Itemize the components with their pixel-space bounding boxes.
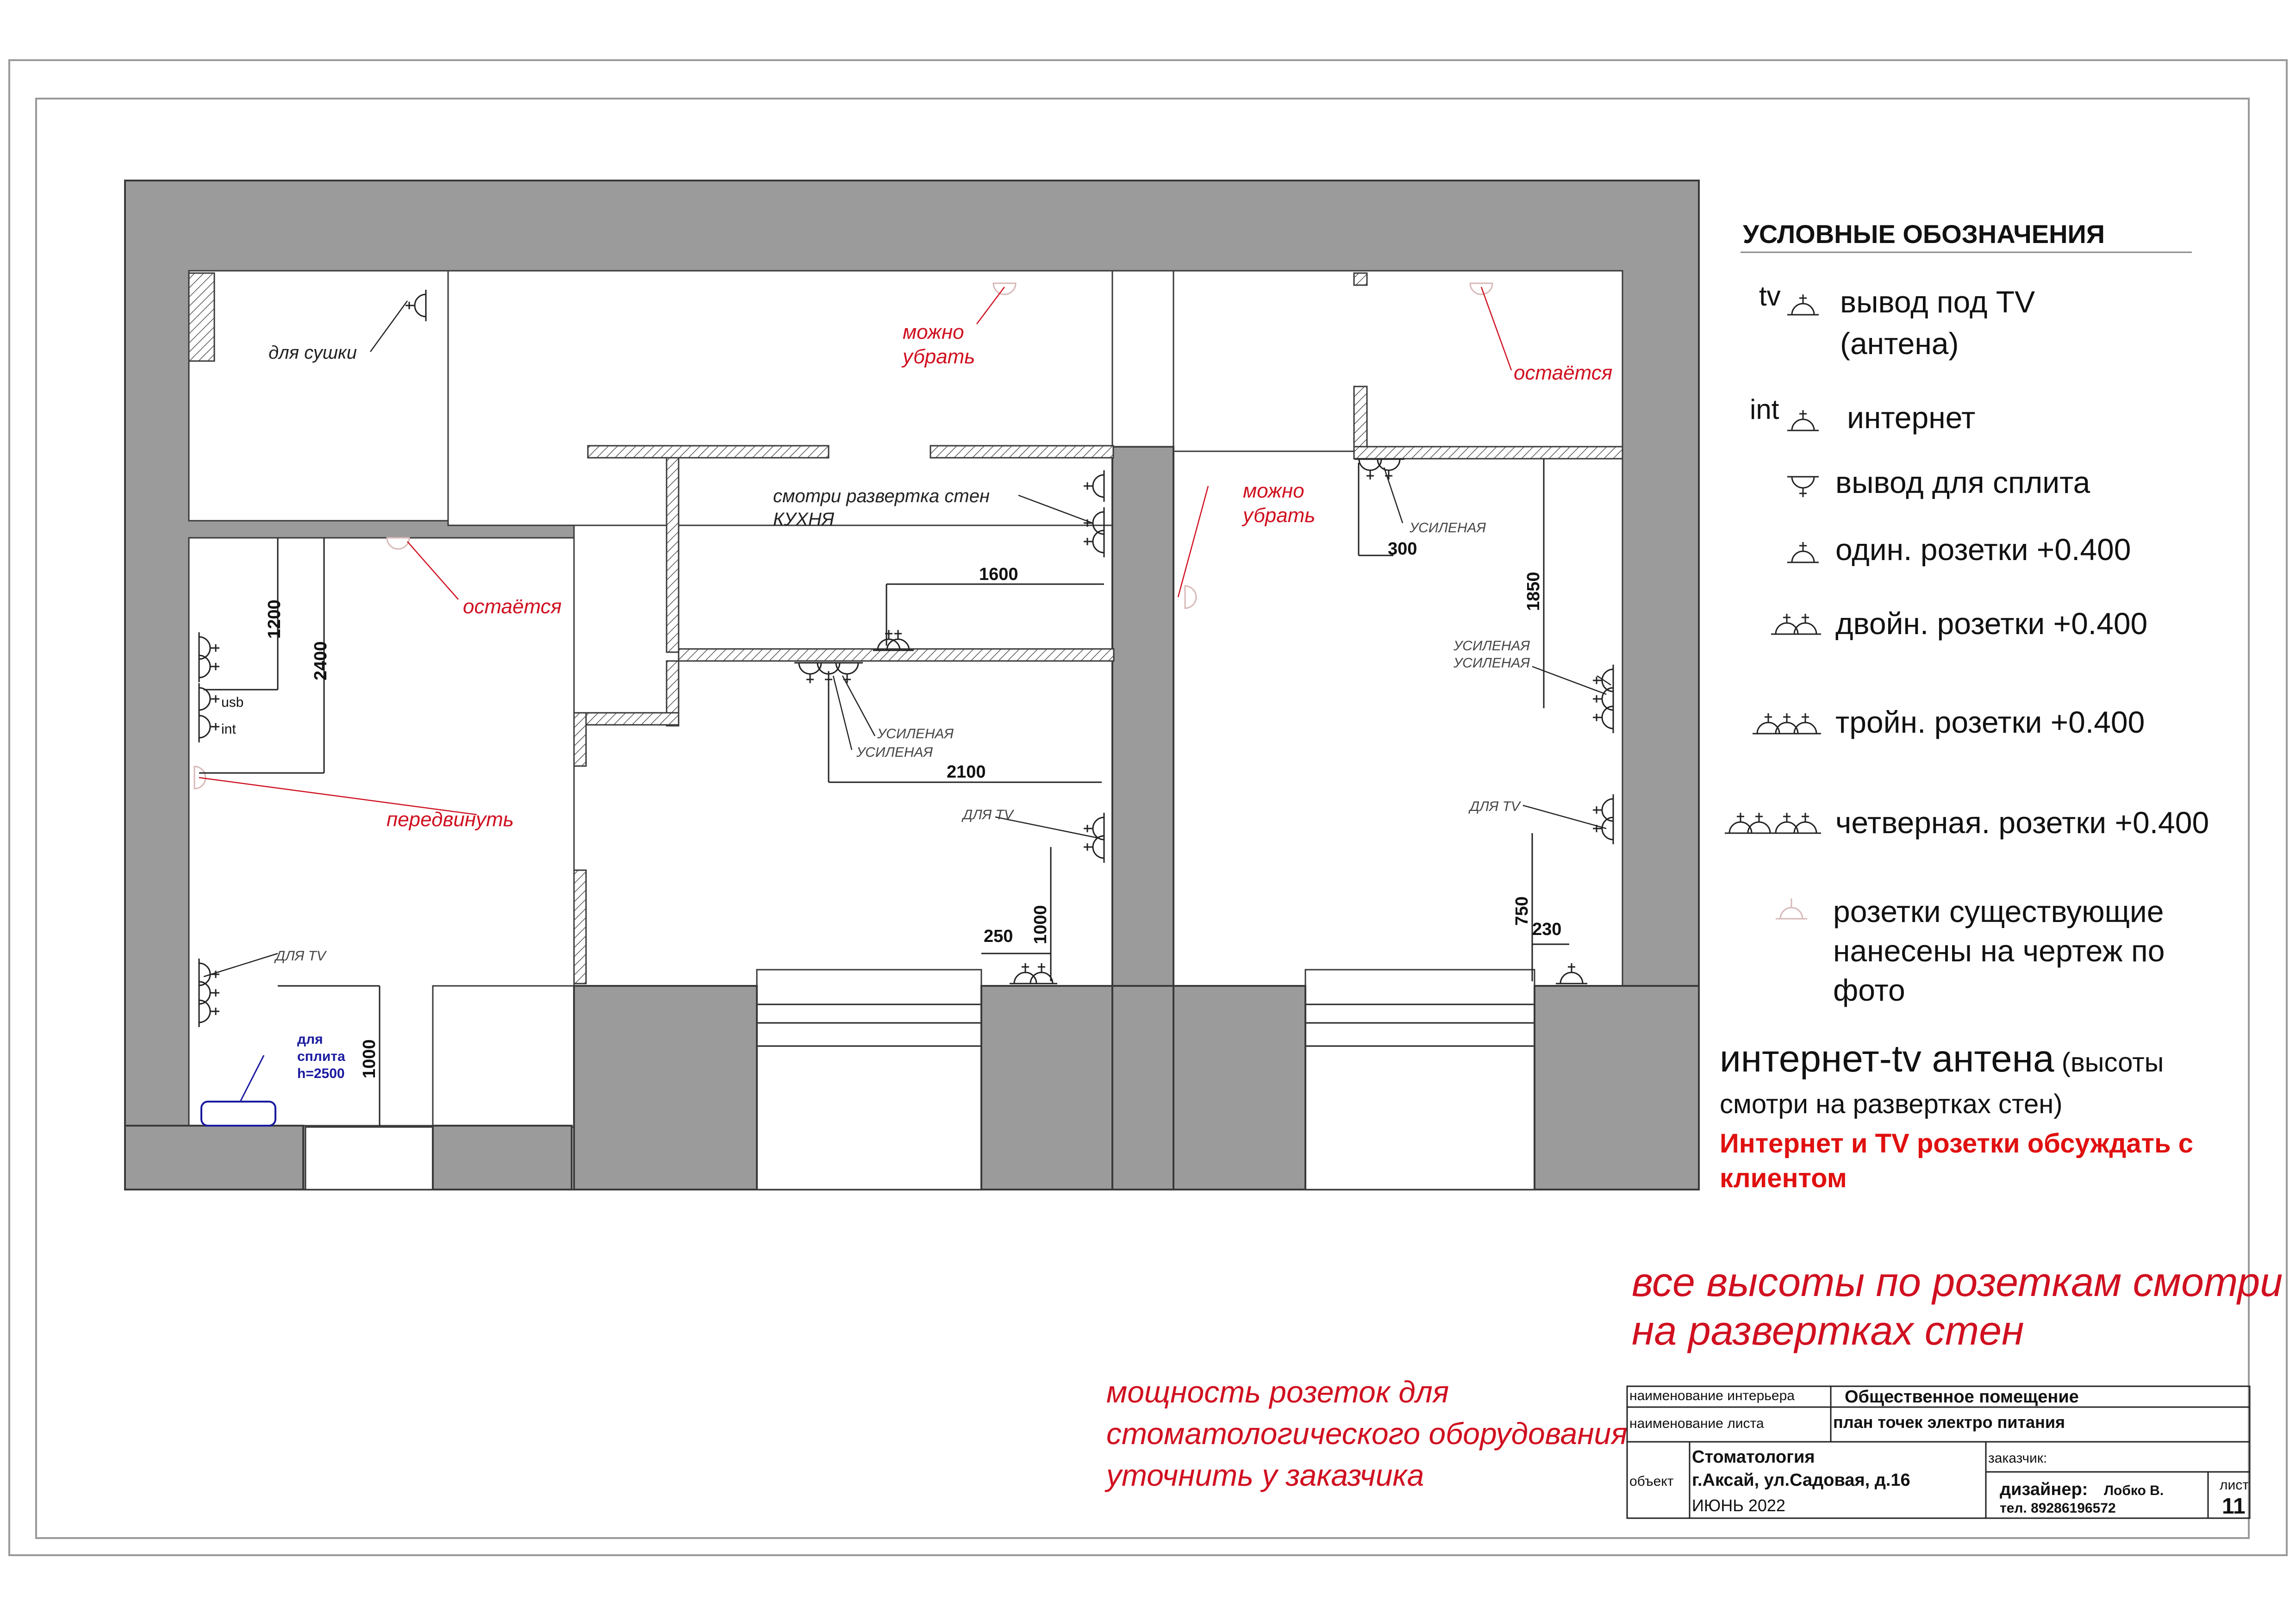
center-bottom-wall-2 — [981, 986, 1112, 1190]
doorway-top — [1112, 271, 1173, 447]
tag-dlya-tv-3: ДЛЯ TV — [275, 948, 326, 964]
dim-250: 250 — [984, 927, 1013, 946]
floor-plan — [125, 181, 1699, 1190]
legend-single-socket-icon — [1787, 542, 1819, 562]
tb-interior-value: Общественное помещение — [1845, 1387, 2079, 1407]
partition-vertical-c — [574, 713, 586, 766]
door-center — [757, 970, 981, 1190]
tb-sheet-value: план точек электро питания — [1833, 1413, 2065, 1432]
tb-date: ИЮНЬ 2022 — [1692, 1496, 1785, 1515]
partition-right-c — [1354, 273, 1367, 285]
legend-antenna-big: интернет-tv антена — [1720, 1038, 2054, 1080]
title-block — [1627, 1386, 2250, 1519]
legend-antenna-small: (высоты — [2054, 1047, 2164, 1078]
legend-red-note-1: Интернет и TV розетки обсуждать с — [1720, 1128, 2194, 1159]
tb-object-value-1: Стоматология — [1692, 1447, 1815, 1467]
legend-item-6: двойн. розетки +0.400 — [1835, 606, 2148, 641]
door-right — [1305, 970, 1535, 1190]
tb-designer-name: Лобко В. — [2104, 1483, 2164, 1498]
legend-item-10: нанесены на чертеж по — [1833, 934, 2165, 968]
label-mozhno-ubrat-2b: убрать — [1243, 504, 1316, 527]
dim-230: 230 — [1532, 920, 1562, 939]
legend-int-prefix: int — [1750, 394, 1779, 425]
label-peredvinut: передвинуть — [387, 808, 514, 831]
legend-tv-prefix: tv — [1759, 280, 1781, 312]
partition-vertical-a — [667, 458, 679, 652]
legend-split-icon — [1787, 477, 1819, 497]
label-kukhnya: КУХНЯ — [773, 509, 834, 530]
tb-sheet-no: 11 — [2222, 1494, 2246, 1519]
label-dlya-sushki: для сушки — [268, 343, 357, 363]
legend-title: УСЛОВНЫЕ ОБОЗНАЧЕНИЯ — [1743, 219, 2105, 249]
tag-split-3: h=2500 — [297, 1066, 345, 1081]
tag-split-1: для — [297, 1032, 323, 1047]
note-power-3: уточнить у заказчика — [1106, 1458, 1424, 1492]
legend-double-socket-icon — [1771, 614, 1803, 634]
left-bottom-wall-2 — [433, 1126, 572, 1190]
legend-item-2: (антена) — [1840, 326, 1959, 361]
legend-item-4: вывод для сплита — [1835, 465, 2090, 499]
legend-item-5: один. розетки +0.400 — [1835, 532, 2131, 567]
legend-item-3: интернет — [1847, 400, 1976, 435]
partition-top-right — [930, 446, 1113, 458]
tag-usilennaya-3: УСИЛЕНАЯ — [856, 745, 933, 760]
legend-quad-socket-icon — [1725, 813, 1756, 833]
tb-phone: тел. 89286196572 — [2000, 1501, 2116, 1516]
dim-300: 300 — [1388, 539, 1417, 559]
tb-object-label: объект — [1629, 1474, 1674, 1489]
tb-interior-label: наименование интерьера — [1629, 1388, 1795, 1403]
partition-jog — [574, 713, 679, 725]
tag-usilennaya-1: УСИЛЕНАЯ — [1410, 520, 1486, 536]
tb-customer-label: заказчик: — [1988, 1451, 2047, 1466]
tag-int: int — [221, 722, 236, 737]
label-mozhno-ubrat-2: можно — [1243, 480, 1304, 502]
tb-sheet-label: наименование листа — [1629, 1416, 1764, 1431]
label-mozhno-ubrat-1: можно — [903, 321, 964, 343]
legend-triple-socket-icon — [1753, 713, 1784, 734]
note-power-1: мощность розеток для — [1106, 1375, 1449, 1409]
right-bottom-wall-2 — [1535, 986, 1699, 1190]
label-mozhno-ubrat-1b: убрать — [903, 345, 975, 368]
partition-top-left — [588, 446, 829, 458]
legend-existing-socket-icon — [1776, 898, 1807, 919]
partition-right-a — [1354, 386, 1367, 451]
tb-object-value-2: г.Аксай, ул.Садовая, д.16 — [1692, 1470, 1910, 1490]
tag-dlya-tv-2: ДЛЯ TV — [1470, 799, 1520, 814]
label-ostaetsya-1: остаётся — [463, 595, 562, 618]
tag-split-2: сплита — [297, 1049, 345, 1064]
right-bottom-wall — [1173, 986, 1305, 1190]
legend-antenna-note — [1720, 1038, 2164, 1080]
legend-item-8: четверная. розетки +0.400 — [1835, 805, 2209, 840]
tag-usilennaya-2: УСИЛЕНАЯ — [877, 726, 954, 741]
tb-designer-label: дизайнер: — [2000, 1480, 2088, 1499]
center-bottom-wall — [574, 986, 757, 1190]
dim-1600: 1600 — [979, 565, 1018, 584]
dim-1000-a: 1000 — [1031, 905, 1050, 944]
partition-left-low — [574, 870, 586, 984]
partition-right-b — [1354, 447, 1622, 459]
legend-red-note-2: клиентом — [1720, 1163, 1847, 1193]
legend-tv-socket-icon — [1787, 294, 1819, 315]
left-bottom-wall — [125, 1126, 303, 1190]
tb-sheet-no-label: лист — [2220, 1477, 2249, 1493]
legend-item-7: тройн. розетки +0.400 — [1835, 705, 2145, 739]
partition-center — [1112, 447, 1173, 986]
tag-usilennaya-5: УСИЛЕНАЯ — [1454, 655, 1530, 671]
note-heights-1: все высоты по розеткам смотри — [1632, 1259, 2283, 1305]
legend-int-socket-icon — [1787, 410, 1819, 430]
room-right-upper — [1173, 271, 1622, 451]
dim-1000-b: 1000 — [360, 1039, 379, 1078]
legend-item-11: фото — [1833, 973, 1905, 1007]
legend-antenna-note-2: смотри на развертках стен) — [1720, 1089, 2063, 1119]
tag-usilennaya-4: УСИЛЕНАЯ — [1454, 638, 1530, 654]
legend-item-9: розетки существующие — [1833, 894, 2164, 928]
dim-2400: 2400 — [311, 641, 331, 680]
label-smotri-razvertka: смотри развертка стен — [773, 486, 990, 506]
room-right-main — [1173, 451, 1622, 986]
tag-dlya-tv-1: ДЛЯ TV — [963, 807, 1013, 822]
legend — [1720, 219, 2209, 1193]
label-ostaetsya-2: остаётся — [1514, 361, 1613, 384]
note-power-2: стоматологического оборудования — [1106, 1416, 1628, 1451]
note-heights-2: на развертках стен — [1632, 1308, 2024, 1353]
dim-750: 750 — [1512, 896, 1532, 926]
dim-2100: 2100 — [947, 762, 986, 782]
legend-item-1: вывод под TV — [1840, 285, 2035, 319]
tag-usb: usb — [221, 695, 244, 710]
dim-1200: 1200 — [265, 599, 284, 639]
drying-wall-strip — [189, 273, 214, 361]
dim-1850: 1850 — [1524, 572, 1543, 611]
